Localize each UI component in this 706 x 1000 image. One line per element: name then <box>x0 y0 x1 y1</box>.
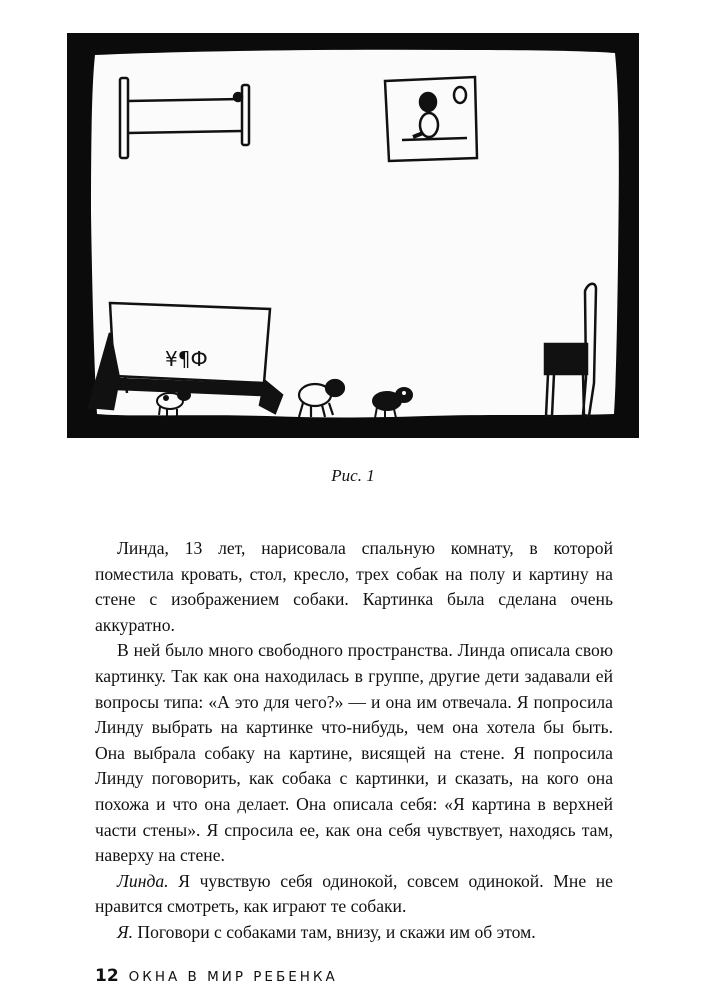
page-number: 12 <box>95 966 119 986</box>
page-footer <box>95 966 338 986</box>
speaker-name: Линда. <box>117 870 169 891</box>
dialogue-text: Я чувствую себя одинокой, совсем одинокой. Мне не нравится смотреть, как играют те собаки. <box>95 870 613 917</box>
paragraph: В ней было много свободного пространства. Линда описала свою картинку. Так как она находилась в группе, другие дети задавали ей вопросы типа: «А это для чего?» — и она им отвечала. Я попросила Линду выбрать на картинке что-нибудь, чем она хотела бы быть. Она выбрала собаку на картине, висящей на стене. Я попросила Линду поговорить, как собака с картинки, и сказать, на кого она похожа и что она делает. Она описала себя: «Я картина в верхней части стены». Я спросила ее, как она себя чувствует, находясь там, наверху на стене. <box>95 640 613 866</box>
paragraph: Линда, 13 лет, нарисовала спальную комнату, в которой поместила кровать, стол, кресло, трех собак на полу и картину на стене с изображением собаки. Картинка была сделана очень аккуратно. <box>95 538 613 635</box>
svg-text:¥¶Ф: ¥¶Ф <box>165 347 208 371</box>
dialogue-paragraph <box>95 869 613 920</box>
child-drawing-svg <box>67 33 639 438</box>
dialogue-text: Поговори с собаками там, внизу, и скажи им об этом. <box>132 921 536 942</box>
figure-caption: Рис. 1 <box>331 466 375 485</box>
running-title: ОКНА В МИР РЕБЕНКА <box>128 969 338 985</box>
dialogue-paragraph <box>95 920 613 946</box>
figure-drawing <box>67 33 639 438</box>
body-text <box>95 536 613 946</box>
speaker-name: Я. <box>117 921 133 942</box>
